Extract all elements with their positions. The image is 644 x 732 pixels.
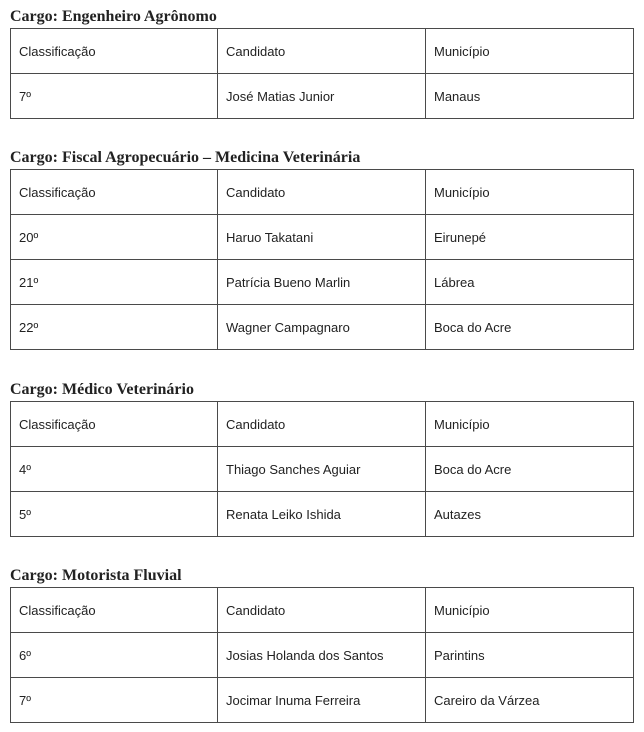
header-classificacao: Classificação bbox=[11, 170, 218, 215]
cell-candidato: Haruo Takatani bbox=[218, 215, 426, 260]
header-candidato: Candidato bbox=[218, 29, 426, 74]
table-row bbox=[11, 678, 634, 723]
cell-municipio: Boca do Acre bbox=[426, 447, 634, 492]
table-row bbox=[11, 633, 634, 678]
table-header-row bbox=[11, 170, 634, 215]
section-fiscal-agropecuario bbox=[10, 147, 633, 350]
cargo-title: Cargo: Fiscal Agropecuário – Medicina Veterinária bbox=[10, 149, 361, 166]
results-table bbox=[10, 169, 634, 350]
cell-classificacao: 6º bbox=[11, 633, 218, 678]
cell-classificacao: 20º bbox=[11, 215, 218, 260]
cargo-title: Cargo: Engenheiro Agrônomo bbox=[10, 8, 217, 25]
table-row bbox=[11, 447, 634, 492]
header-municipio: Município bbox=[426, 402, 634, 447]
cell-candidato: Patrícia Bueno Marlin bbox=[218, 260, 426, 305]
cell-classificacao: 7º bbox=[11, 678, 218, 723]
table-header-row bbox=[11, 588, 634, 633]
cell-candidato: Wagner Campagnaro bbox=[218, 305, 426, 350]
cell-municipio: Lábrea bbox=[426, 260, 634, 305]
table-row bbox=[11, 74, 634, 119]
cell-candidato: Jocimar Inuma Ferreira bbox=[218, 678, 426, 723]
header-municipio: Município bbox=[426, 588, 634, 633]
section-engenheiro-agronomo bbox=[10, 6, 633, 119]
cell-classificacao: 7º bbox=[11, 74, 218, 119]
cargo-title: Cargo: Motorista Fluvial bbox=[10, 567, 182, 584]
cell-classificacao: 21º bbox=[11, 260, 218, 305]
cell-municipio: Autazes bbox=[426, 492, 634, 537]
results-table bbox=[10, 401, 634, 537]
cell-classificacao: 4º bbox=[11, 447, 218, 492]
table-row bbox=[11, 215, 634, 260]
cell-candidato: Thiago Sanches Aguiar bbox=[218, 447, 426, 492]
header-candidato: Candidato bbox=[218, 588, 426, 633]
table-row bbox=[11, 260, 634, 305]
section-medico-veterinario bbox=[10, 379, 633, 537]
table-header-row bbox=[11, 29, 634, 74]
cell-municipio: Careiro da Várzea bbox=[426, 678, 634, 723]
cell-municipio: Parintins bbox=[426, 633, 634, 678]
cell-municipio: Manaus bbox=[426, 74, 634, 119]
header-classificacao: Classificação bbox=[11, 588, 218, 633]
results-table bbox=[10, 28, 634, 119]
cell-candidato: Josias Holanda dos Santos bbox=[218, 633, 426, 678]
table-header-row bbox=[11, 402, 634, 447]
cell-candidato: Renata Leiko Ishida bbox=[218, 492, 426, 537]
header-municipio: Município bbox=[426, 170, 634, 215]
header-candidato: Candidato bbox=[218, 402, 426, 447]
header-classificacao: Classificação bbox=[11, 29, 218, 74]
cargo-title: Cargo: Médico Veterinário bbox=[10, 381, 194, 398]
results-table bbox=[10, 587, 634, 723]
header-candidato: Candidato bbox=[218, 170, 426, 215]
cell-candidato: José Matias Junior bbox=[218, 74, 426, 119]
table-row bbox=[11, 305, 634, 350]
cell-classificacao: 5º bbox=[11, 492, 218, 537]
header-classificacao: Classificação bbox=[11, 402, 218, 447]
table-row bbox=[11, 492, 634, 537]
cell-municipio: Boca do Acre bbox=[426, 305, 634, 350]
cell-municipio: Eirunepé bbox=[426, 215, 634, 260]
header-municipio: Município bbox=[426, 29, 634, 74]
section-motorista-fluvial bbox=[10, 565, 633, 723]
cell-classificacao: 22º bbox=[11, 305, 218, 350]
